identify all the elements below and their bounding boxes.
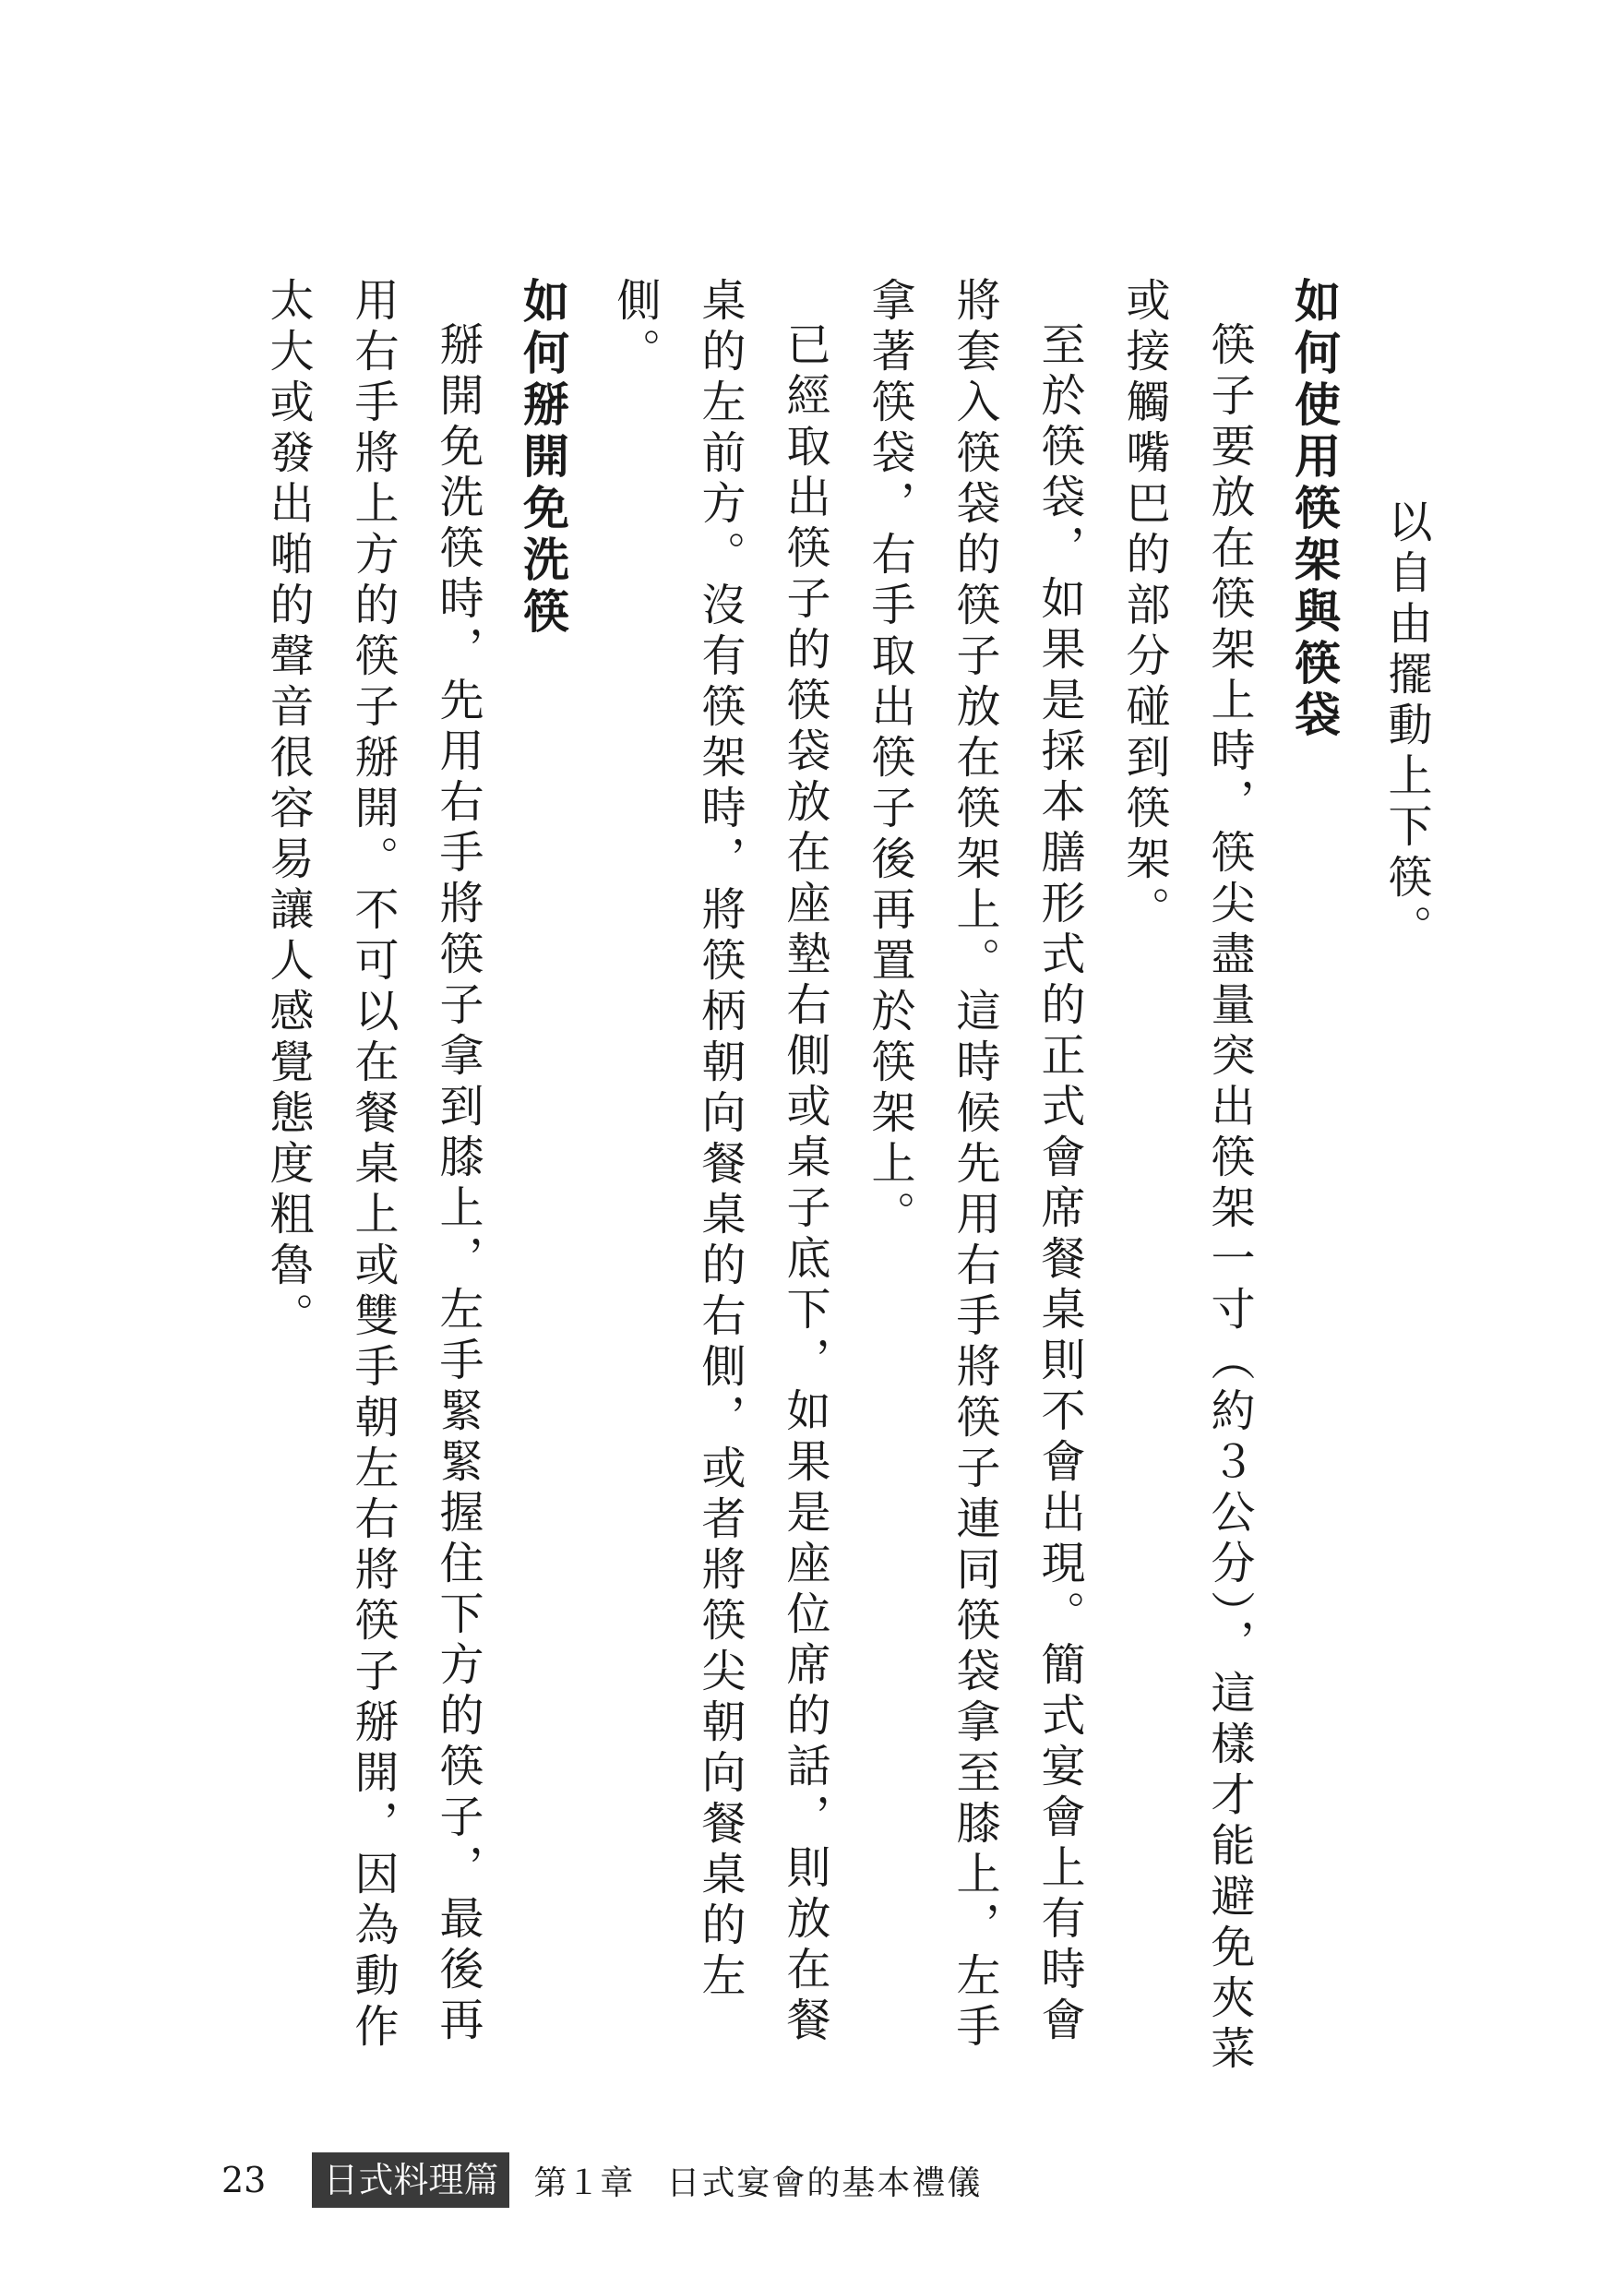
- page-footer: [221, 2151, 982, 2210]
- vertical-text-body: [221, 277, 1449, 2086]
- chapter-title: 日式宴會的基本禮儀: [666, 2163, 983, 2202]
- carry-over-line: 以自由擺動上下筷。: [1380, 498, 1432, 955]
- page-number: 23: [221, 2160, 267, 2200]
- paragraph: 至於筷袋，如果是採本膳形式的正式會席餐桌則不會出現。簡式宴會上有時會將套入筷袋的筷子放在筷架上。這時候先用右手將筷子連同筷袋拿至膝上，左手拿著筷袋，右手取出筷子後再置於筷架上。: [864, 277, 1085, 2054]
- paragraph: 筷子要放在筷架上時，筷尖盡量突出筷架一寸（約３公分），這樣才能避免夾菜或接觸嘴巴的部分碰到筷架。: [1118, 277, 1255, 2076]
- chapter-label: 第１章: [533, 2163, 634, 2202]
- section-badge: 日式料理篇: [312, 2152, 509, 2208]
- section-heading-disposable-chopsticks: 如何掰開免洗筷: [516, 277, 569, 639]
- section-heading-chopstick-rest: 如何使用筷架與筷袋: [1287, 277, 1341, 742]
- paragraph-gap: [585, 277, 592, 2086]
- paragraph: 掰開免洗筷時，先用右手將筷子拿到膝上，左手緊緊握住下方的筷子，最後再用右手將上方的筷子掰開。不可以在餐桌上或雙手朝左右將筷子掰開，因為動作太大或發出啪的聲音很容易讓人感覺態度粗魯。: [262, 277, 484, 2054]
- paragraph-gap: [1356, 277, 1364, 2086]
- paragraph: 已經取出筷子的筷袋放在座墊右側或桌子底下，如果是座位席的話，則放在餐桌的左前方。沒有筷架時，將筷柄朝向餐桌的右側，或者將筷尖朝向餐桌的左側。: [609, 277, 830, 2047]
